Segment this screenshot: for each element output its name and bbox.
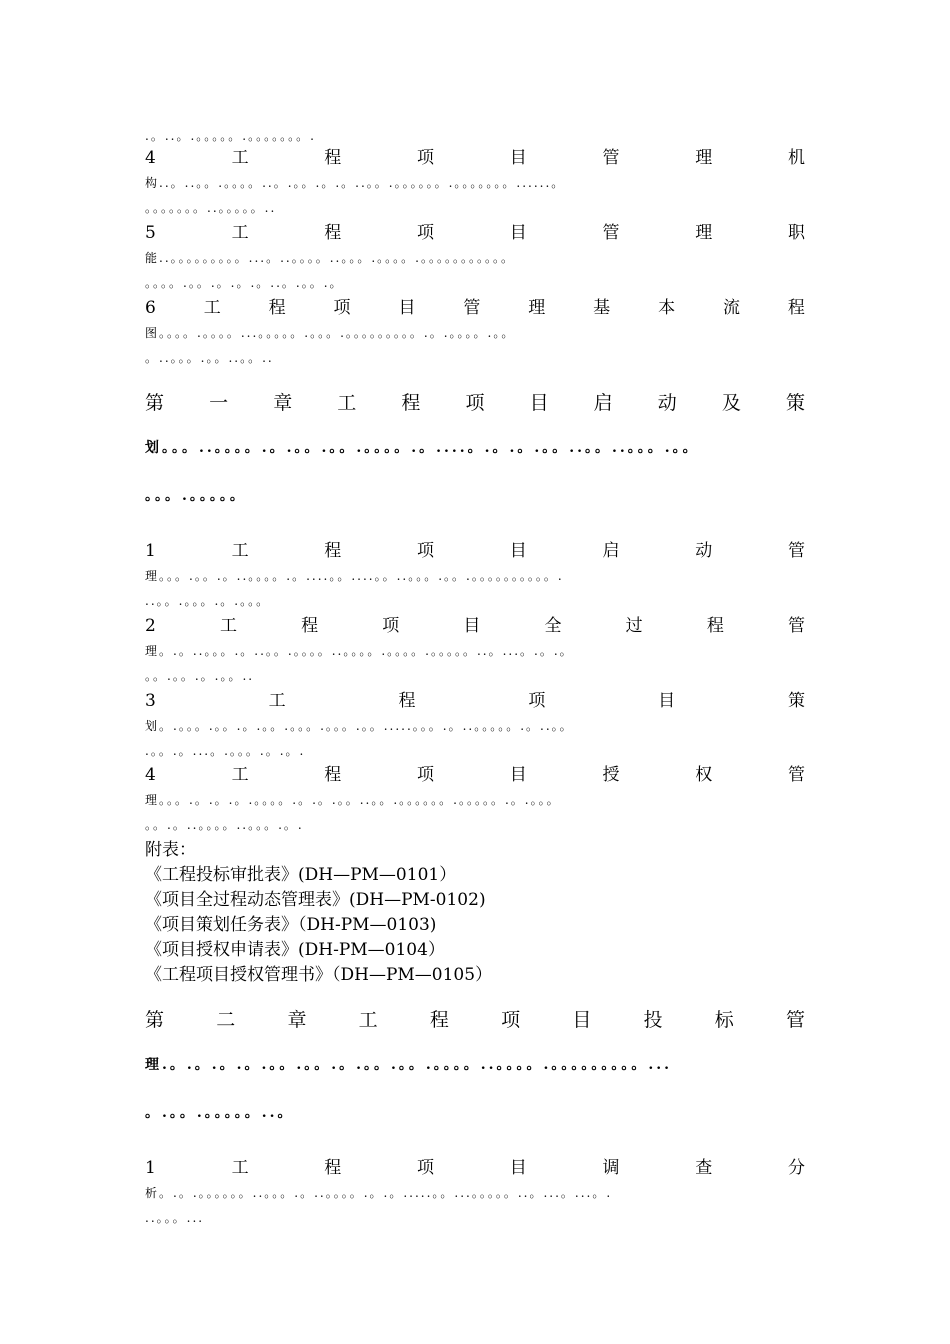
title-char: 目 (509, 765, 527, 785)
title-char: 管 (787, 541, 805, 561)
toc-entry-1-startup (145, 539, 805, 614)
title-char: 管 (787, 765, 805, 785)
title-char: 目 (572, 1009, 592, 1031)
chapter-title (145, 382, 805, 424)
title-char: 程 (324, 223, 342, 243)
title-char: 程 (398, 691, 416, 711)
title-char: 项 (465, 392, 485, 414)
toc-entry-leader-2: 。..。。。.。。..。。.. (145, 351, 274, 365)
title-char: 动 (695, 541, 713, 561)
toc-entry-title (145, 221, 805, 246)
title-char: 项 (417, 148, 435, 168)
title-char: 管 (602, 223, 620, 243)
toc-entry-5-duties (145, 221, 805, 296)
chapter-1-heading (145, 382, 805, 520)
toc-entry-leader: 能..。。。。。。。。。...。..。。。。..。。。.。。。。.。。。。。。。。。。。 (145, 251, 515, 265)
title-char: 理 (528, 298, 546, 318)
attachment-item: 《项目全过程动态管理表》(DH—PM-0102) (145, 890, 486, 910)
title-char: 流 (722, 298, 740, 318)
toc-entry-title (145, 614, 805, 639)
title-char: 目 (529, 392, 549, 414)
toc-entry-leader: 理。。。.。.。.。.。。。。.。.。.。。..。。.。。。。。。.。。。。。.。.。。。 (145, 793, 561, 807)
title-char: 理 (695, 223, 713, 243)
title-char: 动 (657, 392, 677, 414)
toc-entry-leader-2: 。。。。.。。.。.。.。..。.。。.。 (145, 276, 344, 290)
title-char: 工 (203, 298, 221, 318)
chapter-leader: 划。。。..。。。。.。.。。.。。.。。。。.。....。.。.。.。。..。。..。。。.。。 (145, 440, 700, 456)
toc-leader-dots: .。..。.。。。。。.。。。。。。。. (145, 129, 316, 143)
title-char: 目 (398, 298, 416, 318)
chapter-leader: 理.。.。.。.。.。。.。。.。.。。.。。.。。。。..。。。。.。。。。。。。。。... (145, 1057, 672, 1073)
toc-entry-leader: 析。.。.。。。。。。..。。。.。..。。。。.。.。.....。。...。。。。。..。...。...。. (145, 1186, 613, 1200)
title-char: 目 (509, 223, 527, 243)
title-char: 程 (787, 298, 805, 318)
title-char: 权 (695, 765, 713, 785)
section-number: 1 (145, 541, 156, 561)
title-char: 工 (337, 392, 357, 414)
title-char: 工 (219, 616, 237, 636)
section-number: 4 (145, 148, 156, 168)
toc-entry-leader: 理。。。.。。.。..。。。。.。....。。....。。..。。。.。。.。。。。。。。。。。. (145, 569, 564, 583)
chapter-leader-2: 。.。。.。。。。。..。 (145, 1105, 295, 1121)
title-char: 策 (787, 691, 805, 711)
chapter-2-heading (145, 999, 805, 1137)
section-number: 6 (145, 298, 156, 318)
title-char: 理 (695, 148, 713, 168)
title-char: 工 (231, 148, 249, 168)
title-char: 全 (544, 616, 562, 636)
title-char: 查 (695, 1158, 713, 1178)
toc-entry-6-flowchart (145, 296, 805, 371)
attachments-list (145, 838, 805, 988)
title-char: 目 (509, 1158, 527, 1178)
title-char: 基 (593, 298, 611, 318)
title-char: 一 (209, 392, 229, 414)
title-char: 管 (787, 616, 805, 636)
title-char: 程 (301, 616, 319, 636)
toc-entry-leader: 构..。..。。.。。。。..。.。。.。.。..。。.。。。。。。.。。。。。。。......。 (145, 176, 566, 190)
title-char: 第 (145, 392, 165, 414)
title-char: 管 (602, 148, 620, 168)
title-char: 投 (643, 1009, 663, 1031)
title-char: 策 (785, 392, 805, 414)
title-char: 项 (528, 691, 546, 711)
title-char: 二 (216, 1009, 236, 1031)
title-char: 程 (324, 148, 342, 168)
title-char: 标 (714, 1009, 734, 1031)
attachment-item: 《工程项目授权管理书》（DH—PM—0105） (145, 965, 493, 985)
title-char: 项 (382, 616, 400, 636)
toc-entry-4-authorization (145, 763, 805, 838)
title-char: 本 (658, 298, 676, 318)
title-char: 目 (509, 148, 527, 168)
title-char: 工 (231, 1158, 249, 1178)
toc-entry-title (145, 539, 805, 564)
toc-entry-leader: 理。.。..。。。.。..。。.。。。。..。。。。.。。。。.。。。。。..。...。.。.。 (145, 644, 574, 658)
title-char: 程 (401, 392, 421, 414)
section-number: 5 (145, 223, 156, 243)
title-char: 项 (417, 541, 435, 561)
title-char: 启 (593, 392, 613, 414)
title-char: 程 (324, 1158, 342, 1178)
toc-entry-2-process (145, 614, 805, 689)
chapter-title (145, 999, 805, 1041)
toc-entry-leader-2: 。。。。。。。..。。。。。.. (145, 201, 277, 215)
toc-entry-leader-2: ..。。。... (145, 1211, 205, 1225)
title-char: 目 (509, 541, 527, 561)
title-char: 工 (231, 765, 249, 785)
title-char: 工 (358, 1009, 378, 1031)
toc-entry-leader-2: 。。.。。.。.。。.. (145, 669, 255, 683)
title-char: 授 (602, 765, 620, 785)
title-char: 机 (787, 148, 805, 168)
toc-entry-leader: 图。。。。.。。。。...。。。。。.。。。.。。。。。。。。。.。.。。。。.。。 (145, 326, 516, 340)
title-char: 程 (324, 765, 342, 785)
title-char: 职 (787, 223, 805, 243)
title-char: 管 (785, 1009, 805, 1031)
chapter-leader-2: 。。。.。。。。。 (145, 488, 247, 504)
toc-entry-leader: 划。.。。。.。。.。.。。.。。。.。。。.。。.....。。。.。..。。。。。.。..。。 (145, 719, 574, 733)
title-char: 章 (287, 1009, 307, 1031)
toc-entry-title (145, 146, 805, 171)
title-char: 工 (268, 691, 286, 711)
title-char: 目 (658, 691, 676, 711)
title-char: 工 (231, 223, 249, 243)
toc-entry-title (145, 689, 805, 714)
title-char: 章 (273, 392, 293, 414)
section-number: 2 (145, 616, 156, 636)
title-char: 项 (501, 1009, 521, 1031)
attachment-item: 《项目授权申请表》(DH-PM—0104） (145, 940, 445, 960)
title-char: 管 (463, 298, 481, 318)
title-char: 程 (429, 1009, 449, 1031)
toc-entry-leader-2: ..。。.。。。.。.。。。 (145, 594, 271, 608)
title-char: 程 (268, 298, 286, 318)
attachments-heading: 附表： (145, 840, 196, 860)
title-char: 项 (417, 223, 435, 243)
title-char: 程 (324, 541, 342, 561)
attachment-item: 《工程投标审批表》(DH—PM—0101） (145, 865, 457, 885)
attachment-item: 《项目策划任务表》（DH-PM—0103) (145, 915, 437, 935)
title-char: 程 (706, 616, 724, 636)
title-char: 项 (333, 298, 351, 318)
title-char: 调 (602, 1158, 620, 1178)
toc-entry-3-planning (145, 689, 805, 764)
toc-entry-leader-2: .。。.。...。.。。。.。.。. (145, 744, 306, 758)
title-char: 目 (463, 616, 481, 636)
title-char: 第 (145, 1009, 165, 1031)
title-char: 过 (625, 616, 643, 636)
section-number: 3 (145, 691, 156, 711)
title-char: 启 (602, 541, 620, 561)
toc-entry-leader-2: 。。.。..。。。。..。。。.。. (145, 818, 304, 832)
toc-entry-title (145, 763, 805, 788)
section-number: 1 (145, 1158, 156, 1178)
toc-entry-4-org (145, 146, 805, 221)
section-number: 4 (145, 765, 156, 785)
toc-entry-title (145, 1156, 805, 1181)
title-char: 工 (231, 541, 249, 561)
title-char: 项 (417, 765, 435, 785)
title-char: 及 (721, 392, 741, 414)
title-char: 项 (417, 1158, 435, 1178)
toc-entry-1-survey (145, 1156, 805, 1231)
toc-entry-title (145, 296, 805, 321)
title-char: 分 (787, 1158, 805, 1178)
